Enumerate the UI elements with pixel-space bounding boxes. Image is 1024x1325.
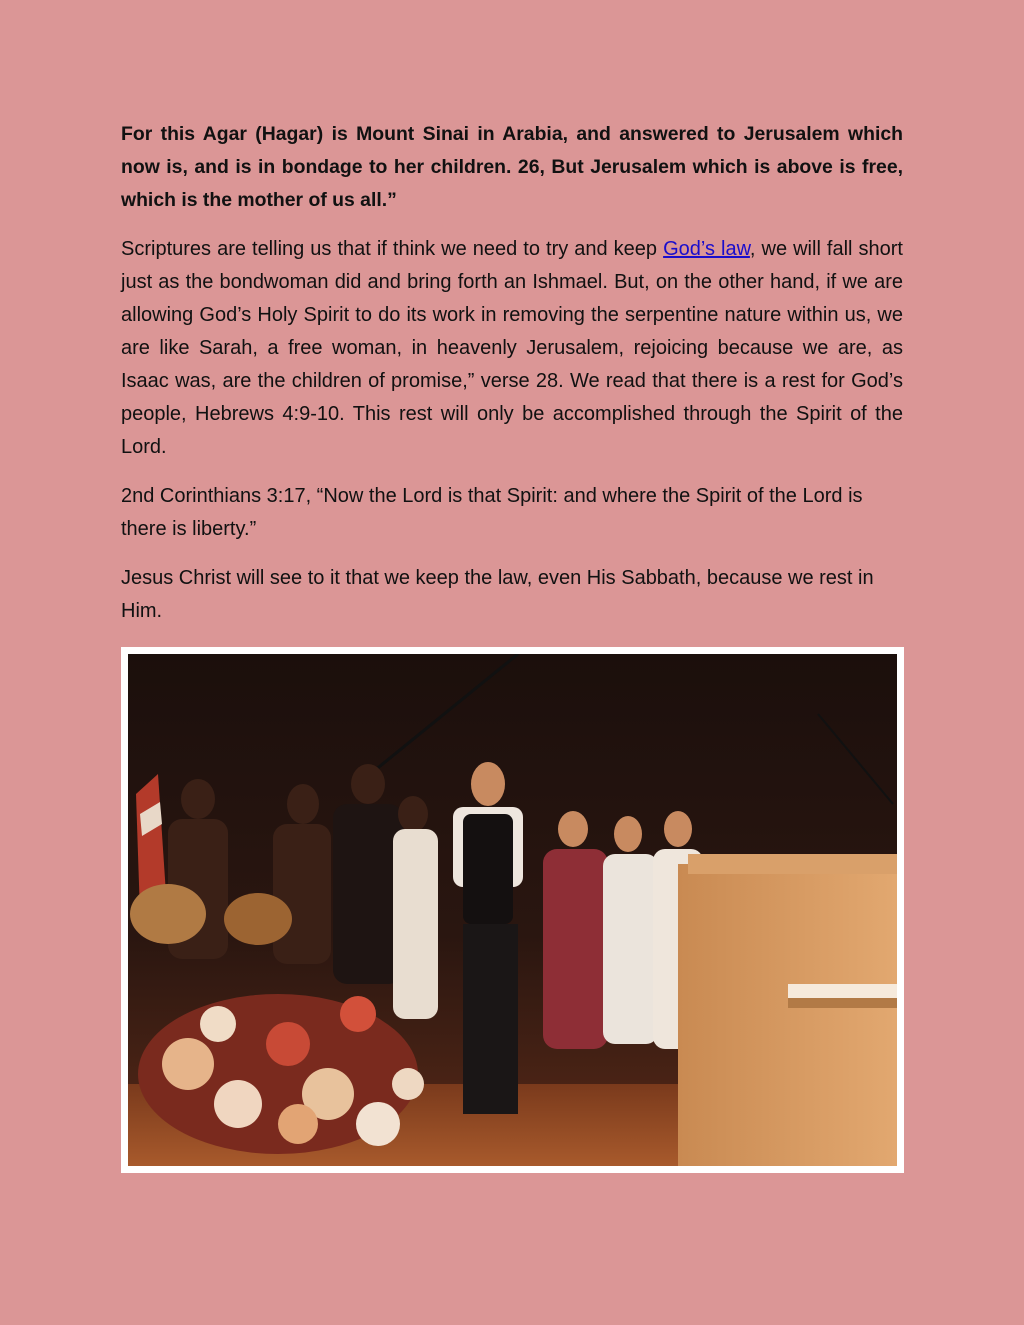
photo-frame	[121, 647, 904, 1173]
paragraph-text-after-link: , we will fall short just as the bondwoman did and bring forth an Ishmael. But, on the other hand, if we are allowing God’s Holy Spirit to do its work in removing the serpentine nature within us, we are like Sarah, a free woman, in heavenly Jerusalem, rejoicing because we are, as Isaac was, are the children of promise,” verse 28. We read that there is a rest for God’s people, Hebrews 4:9-10. This rest will only be accomplished through the Spirit of the Lord.	[121, 238, 903, 458]
body-paragraph-law	[121, 233, 903, 464]
closing-paragraph: Jesus Christ will see to it that we keep the law, even His Sabbath, because we rest in Him.	[121, 567, 874, 622]
gods-law-link[interactable]: God’s law	[663, 238, 750, 260]
document-body	[121, 118, 903, 644]
corinthians-paragraph: 2nd Corinthians 3:17, “Now the Lord is that Spirit: and where the Spirit of the Lord is there is liberty.”	[121, 485, 863, 540]
choir-stage-photo	[128, 654, 897, 1166]
scripture-quote-paragraph: For this Agar (Hagar) is Mount Sinai in Arabia, and answered to Jerusalem which now is, and is in bondage to her children. 26, But Jerusalem which is above is free, which is the mother of us all.”	[121, 123, 903, 211]
paragraph-text-before-link: Scriptures are telling us that if think we need to try and keep	[121, 238, 664, 260]
